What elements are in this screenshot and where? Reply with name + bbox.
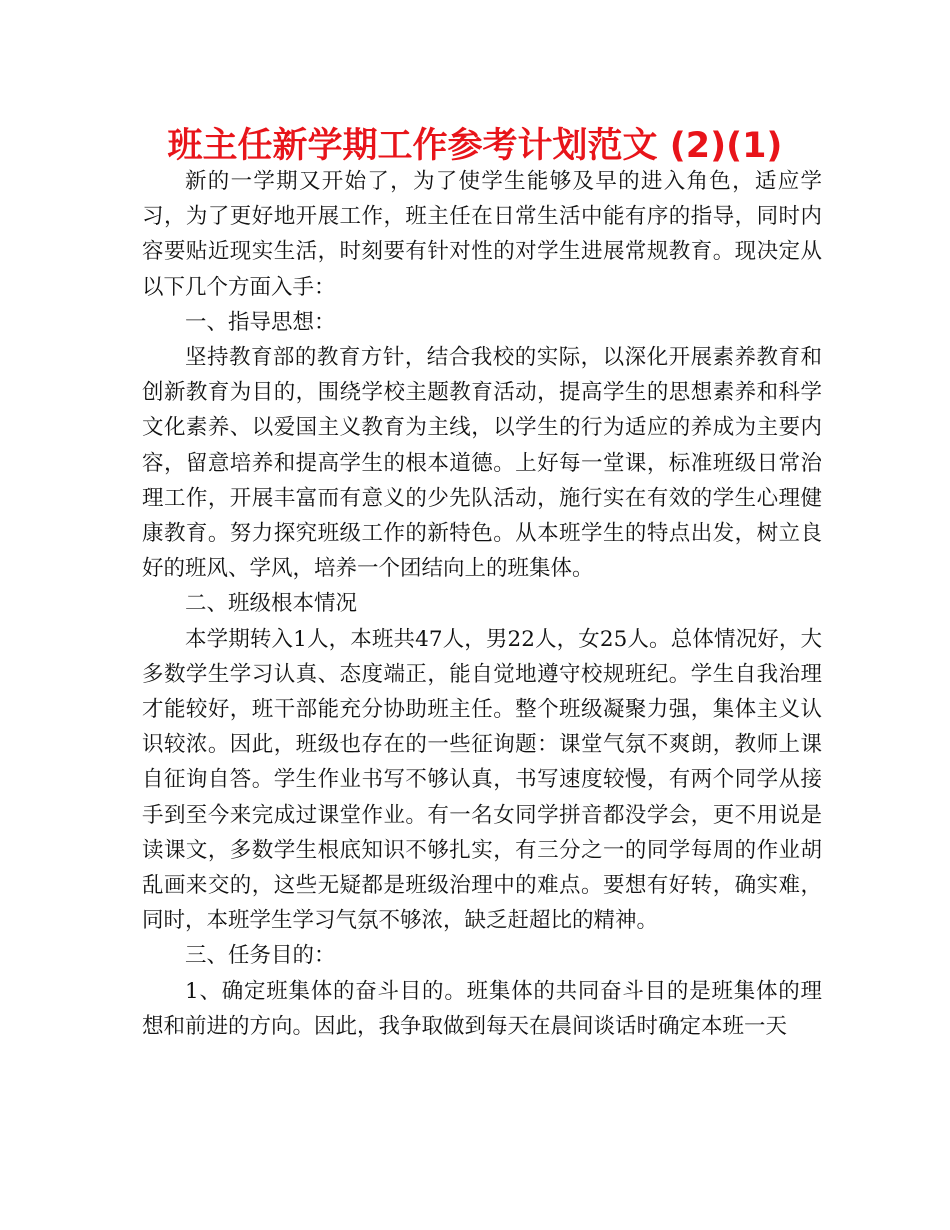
document-title: 班主任新学期工作参考计划范文 (2)(1) — [167, 126, 783, 166]
heading-guiding-thought: 一、指导思想： — [185, 309, 336, 335]
paragraph-task-goal-1: 1、确定班集体的奋斗目的。班集体的共同奋斗目的是班集体的理想和前进的方向。因此，我争取做到每天在晨间谈话时确定本班一天 — [142, 978, 822, 1039]
paragraph-intro: 新的一学期又开始了，为了使学生能够及早的进入角色，适应学习，为了更好地开展工作，班主任在日常生活中能有序的指导，同时内容要贴近现实生活，时刻要有针对性的对学生进展常规教育。现决定从以下几个方面入手： — [142, 169, 822, 300]
paragraph-class-situation: 本学期转入1人，本班共47人，男22人，女25人。总体情况好，大多数学生学习认真、态度端正，能自觉地遵守校规班纪。学生自我治理才能较好，班干部能充分协助班主任。整个班级凝聚力强，集体主义认识较浓。因此，班级也存在的一些征询题：课堂气氛不爽朗，教师上课自征询自答。学生作业书写不够认真，书写速度较慢，有两个同学从接手到至今来完成过课堂作业。有一名女同学拼音都没学会，更不用说是读课文，多数学生根底知识不够扎实，有三分之一的同学每周的作业胡乱画来交的，这些无疑都是班级治理中的难点。要想有好转，确实难，同时，本班学生学习气氛不够浓，缺乏赶超比的精神。 — [142, 626, 822, 934]
paragraph-guiding-thought: 坚持教育部的教育方针，结合我校的实际，以深化开展素养教育和创新教育为目的，围绕学校主题教育活动，提高学生的思想素养和科学文化素养、以爱国主义教育为主线，以学生的行为适应的养成为主要内容，留意培养和提高学生的根本道德。上好每一堂课，标准班级日常治理工作，开展丰富而有意义的少先队活动，施行实在有效的学生心理健康教育。努力探究班级工作的新特色。从本班学生的特点出发，树立良好的班风、学风，培养一个团结向上的班集体。 — [142, 345, 822, 582]
heading-class-situation: 二、班级根本情况 — [185, 591, 358, 617]
document-body — [142, 164, 822, 1044]
heading-task-goals: 三、任务目的： — [185, 943, 336, 969]
